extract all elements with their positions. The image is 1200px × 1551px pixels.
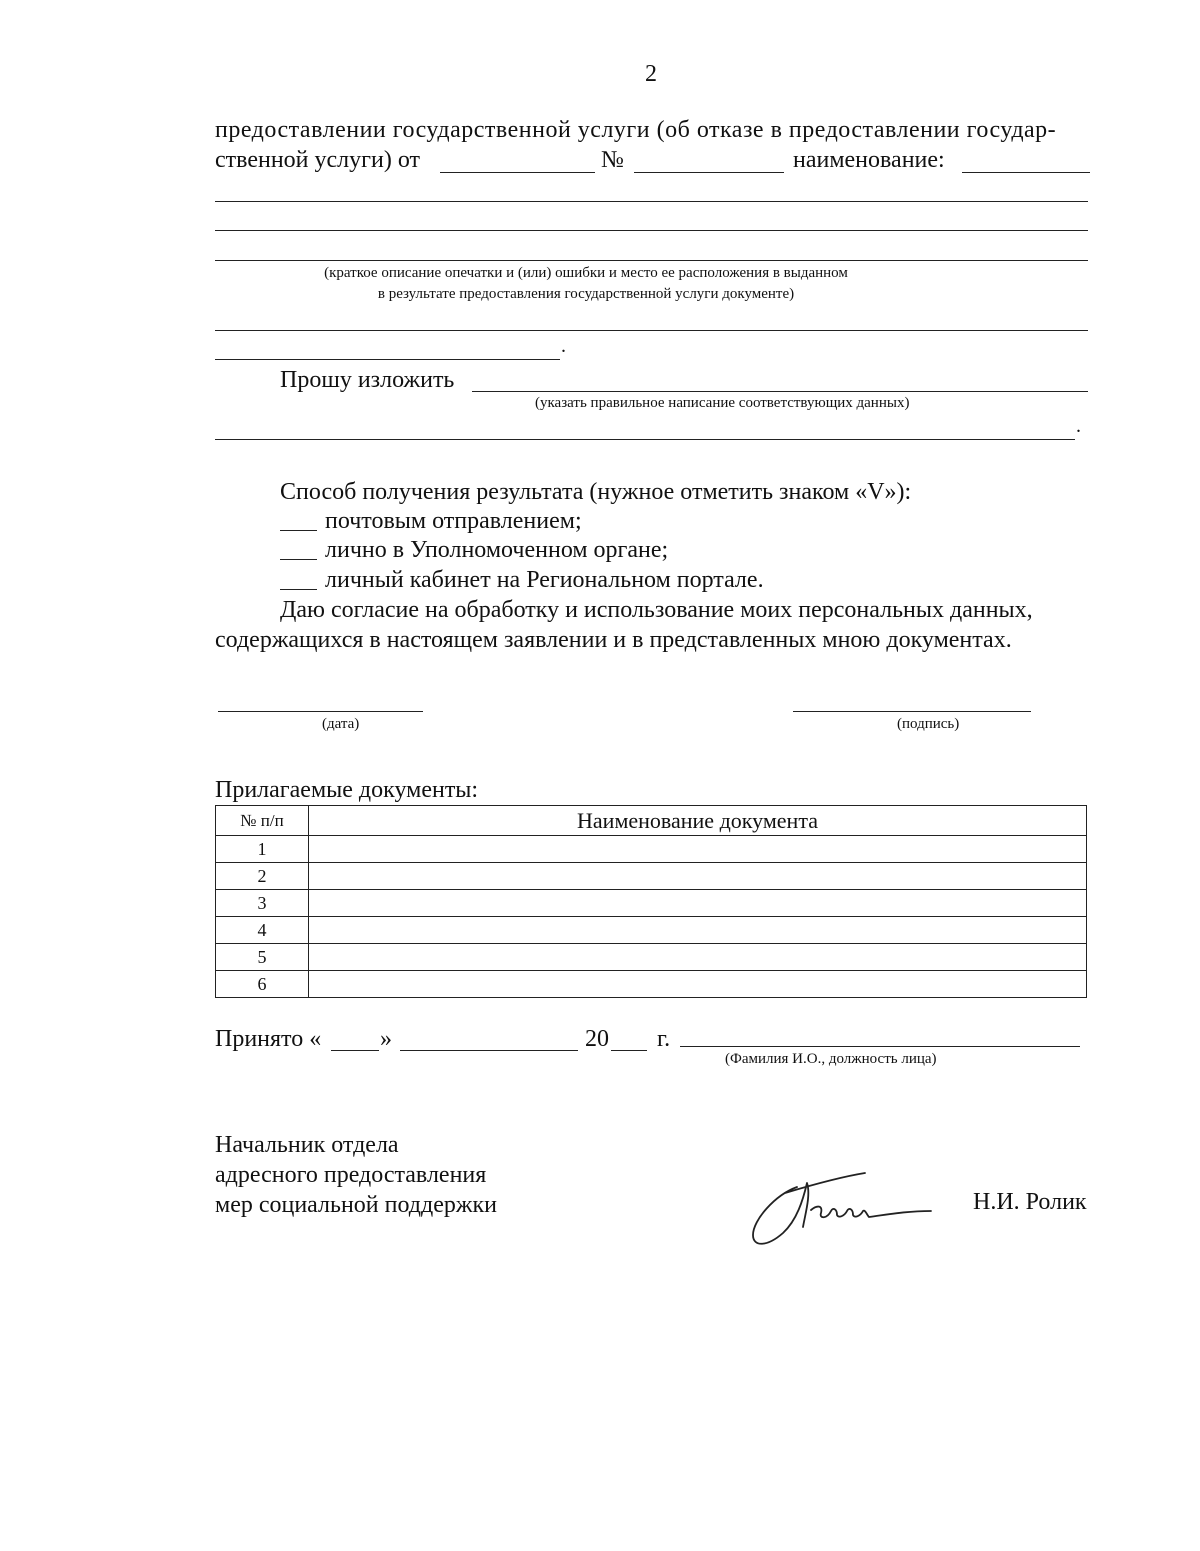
delivery-checkbox-2[interactable] <box>280 559 317 560</box>
accepted-year: 20 <box>585 1026 609 1052</box>
consent-line-2: содержащихся в настоящем заявлении и в представленных мною документах. <box>215 627 1012 653</box>
official-name: Н.И. Ролик <box>973 1189 1087 1215</box>
typo-period: . <box>561 335 566 357</box>
delivery-option-1: почтовым отправлением; <box>325 508 582 534</box>
row-number: 3 <box>216 890 309 917</box>
accepted-official-blank[interactable] <box>680 1046 1080 1047</box>
document-name-cell[interactable] <box>309 863 1087 890</box>
typo-line-4[interactable] <box>215 330 1088 331</box>
typo-line-2[interactable] <box>215 230 1088 231</box>
official-title-2: адресного предоставления <box>215 1162 487 1188</box>
date-label: (дата) <box>322 716 360 732</box>
number-blank[interactable] <box>634 172 784 173</box>
table-row <box>216 917 1087 944</box>
consent-line-1: Даю согласие на обработку и использование моих персональных данных, <box>280 597 1033 623</box>
attachments-table <box>215 805 1087 998</box>
document-name-cell[interactable] <box>309 917 1087 944</box>
date-blank[interactable] <box>440 172 595 173</box>
accepted-prefix: Принято « <box>215 1026 322 1052</box>
accepted-month-blank[interactable] <box>400 1050 578 1051</box>
column-header-number: № п/п <box>216 806 309 836</box>
table-row <box>216 971 1087 998</box>
accepted-quote-close: » <box>380 1026 392 1052</box>
accepted-day-blank[interactable] <box>331 1050 379 1051</box>
official-title-1: Начальник отдела <box>215 1132 399 1158</box>
request-hint: (указать правильное написание соответствующих данных) <box>535 395 910 411</box>
delivery-checkbox-3[interactable] <box>280 589 317 590</box>
request-blank[interactable] <box>472 391 1088 392</box>
row-number: 6 <box>216 971 309 998</box>
intro-line-2-prefix: ственной услуги) от <box>215 147 420 173</box>
delivery-checkbox-1[interactable] <box>280 530 317 531</box>
signature-label: (подпись) <box>897 716 960 732</box>
document-name-cell[interactable] <box>309 836 1087 863</box>
accepted-year-blank[interactable] <box>611 1050 647 1051</box>
date-sign-blank[interactable] <box>218 711 423 712</box>
request-period: . <box>1076 415 1081 437</box>
typo-hint-2: в результате предоставления государственной услуги документе) <box>377 286 795 302</box>
row-number: 5 <box>216 944 309 971</box>
column-header-name: Наименование документа <box>309 806 1087 836</box>
accepted-year-suffix: г. <box>657 1026 671 1052</box>
accepted-hint: (Фамилия И.О., должность лица) <box>725 1051 937 1067</box>
typo-line-5[interactable] <box>215 359 560 360</box>
table-row <box>216 944 1087 971</box>
request-label: Прошу изложить <box>280 367 455 393</box>
table-row <box>216 890 1087 917</box>
typo-hint-1: (краткое описание опечатки и (или) ошибки и место ее расположения в выданном <box>324 265 848 281</box>
document-name-cell[interactable] <box>309 971 1087 998</box>
page-number: 2 <box>645 61 657 87</box>
row-number: 4 <box>216 917 309 944</box>
delivery-heading: Способ получения результата (нужное отметить знаком «V»): <box>280 479 912 505</box>
typo-line-1[interactable] <box>215 201 1088 202</box>
official-title-3: мер социальной поддержки <box>215 1192 497 1218</box>
name-blank[interactable] <box>962 172 1090 173</box>
name-label: наименование: <box>793 147 945 173</box>
attachments-heading: Прилагаемые документы: <box>215 777 479 803</box>
signature-blank[interactable] <box>793 711 1031 712</box>
intro-line-1: предоставлении государственной услуги (об отказе в предоставлении государ- <box>215 117 1057 143</box>
delivery-option-3: личный кабинет на Региональном портале. <box>325 567 764 593</box>
typo-line-3[interactable] <box>215 260 1088 261</box>
delivery-option-2: лично в Уполномоченном органе; <box>325 537 669 563</box>
table-row <box>216 836 1087 863</box>
request-line-2[interactable] <box>215 439 1075 440</box>
row-number: 2 <box>216 863 309 890</box>
number-sign: № <box>601 147 624 173</box>
document-name-cell[interactable] <box>309 890 1087 917</box>
document-name-cell[interactable] <box>309 944 1087 971</box>
handwritten-signature <box>745 1165 945 1255</box>
row-number: 1 <box>216 836 309 863</box>
table-row <box>216 863 1087 890</box>
